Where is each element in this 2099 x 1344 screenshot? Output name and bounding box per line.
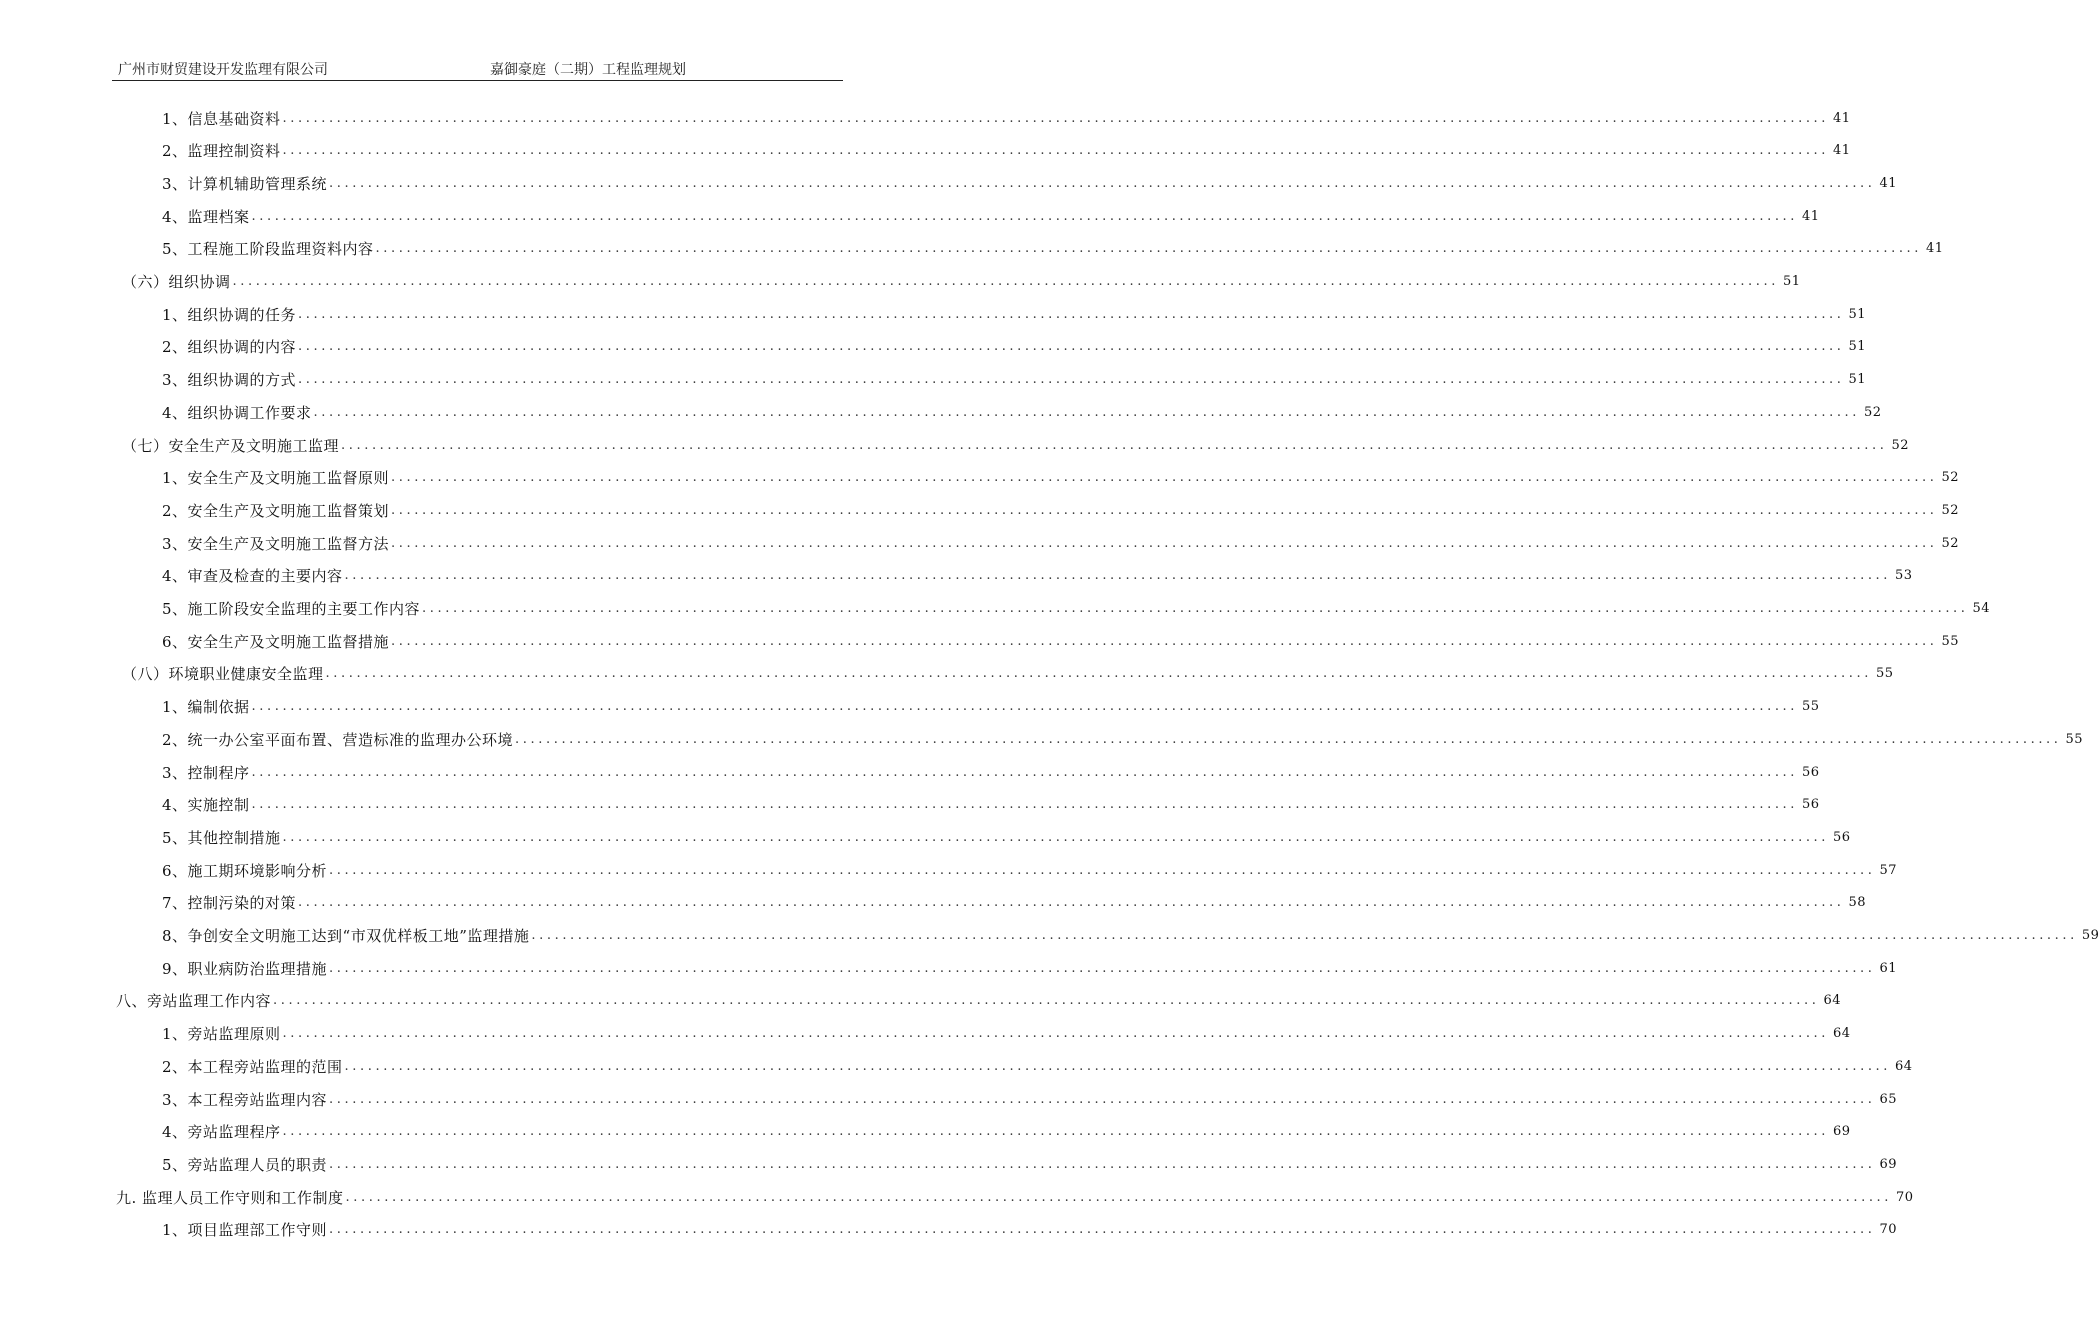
toc-entry-label: 1、项目监理部工作守则 — [162, 1221, 328, 1240]
toc-entry[interactable] — [162, 693, 1820, 721]
toc-entry[interactable] — [162, 104, 1851, 132]
toc-entry[interactable] — [116, 1183, 1914, 1211]
toc-leader-dots: ........................................................................................................................................................................................................ — [282, 143, 1830, 159]
toc-entry-page-number: 52 — [1941, 470, 1960, 486]
toc-entry-label: 1、安全生产及文明施工监督原则 — [162, 469, 390, 488]
toc-entry-label: 2、安全生产及文明施工监督策划 — [162, 501, 390, 520]
header-company: 广州市财贸建设开发监理有限公司 — [118, 62, 328, 78]
toc-entry-page-number: 52 — [1941, 502, 1960, 518]
toc-leader-dots: ........................................................................................................................................................................................................ — [282, 110, 1830, 126]
toc-leader-dots: ........................................................................................................................................................................................................ — [273, 993, 1820, 1009]
toc-entry[interactable] — [162, 333, 1867, 361]
toc-entry-label: 5、其他控制措施 — [162, 828, 281, 847]
toc-leader-dots: ........................................................................................................................................................................................................ — [282, 829, 1830, 845]
toc-entry-page-number: 41 — [1833, 110, 1851, 126]
toc-entry-label: 2、组织协调的内容 — [162, 338, 297, 357]
toc-entry[interactable] — [162, 725, 2084, 753]
toc-entry-page-number: 55 — [1875, 666, 1894, 682]
toc-entry[interactable] — [162, 202, 1820, 230]
toc-entry-page-number: 51 — [1848, 372, 1867, 388]
toc-leader-dots: ........................................................................................................................................................................................................ — [325, 666, 1872, 682]
toc-leader-dots: ........................................................................................................................................................................................................ — [344, 1058, 1892, 1074]
toc-entry[interactable] — [162, 595, 1991, 623]
toc-entry[interactable] — [162, 562, 1913, 590]
toc-leader-dots: ........................................................................................................................................................................................................ — [391, 535, 1938, 551]
toc-entry-page-number: 51 — [1848, 339, 1867, 355]
toc-entry[interactable] — [162, 137, 1851, 165]
toc-entry[interactable] — [162, 954, 1898, 982]
toc-leader-dots: ........................................................................................................................................................................................................ — [391, 470, 1938, 486]
toc-entry[interactable] — [162, 1150, 1898, 1178]
toc-entry-page-number: 70 — [1879, 1222, 1898, 1238]
toc-entry[interactable] — [162, 627, 1960, 655]
toc-entry[interactable] — [162, 1020, 1851, 1048]
toc-entry[interactable] — [162, 464, 1960, 492]
toc-entry-label: 7、控制污染的对策 — [162, 894, 297, 913]
toc-entry[interactable] — [162, 856, 1898, 884]
toc-entry-page-number: 57 — [1879, 862, 1898, 878]
toc-entry-label: 5、旁站监理人员的职责 — [162, 1155, 328, 1174]
toc-entry-label: 5、工程施工阶段监理资料内容 — [162, 240, 374, 259]
toc-entry-page-number: 64 — [1823, 993, 1842, 1009]
toc-leader-dots: ........................................................................................................................................................................................................ — [329, 1222, 1876, 1238]
toc-entry-label: 4、监理档案 — [162, 207, 250, 226]
toc-entry-label: （八）环境职业健康安全监理 — [122, 665, 324, 684]
toc-entry-page-number: 56 — [1802, 764, 1820, 780]
toc-entry[interactable] — [162, 169, 1898, 197]
toc-entry[interactable] — [162, 889, 1867, 917]
toc-entry-page-number: 52 — [1891, 437, 1910, 453]
toc-entry-page-number: 51 — [1848, 306, 1867, 322]
toc-entry-page-number: 51 — [1782, 274, 1801, 289]
toc-entry-page-number: 55 — [1802, 699, 1820, 715]
toc-leader-dots: ........................................................................................................................................................................................................ — [251, 699, 1799, 715]
toc-entry-label: 3、安全生产及文明施工监督方法 — [162, 534, 390, 553]
toc-leader-dots: ........................................................................................................................................................................................................ — [298, 895, 1845, 911]
toc-leader-dots: ........................................................................................................................................................................................................ — [298, 372, 1845, 388]
toc-entry-page-number: 64 — [1895, 1058, 1913, 1074]
toc-leader-dots: ........................................................................................................................................................................................................ — [422, 601, 1969, 616]
toc-leader-dots: ........................................................................................................................................................................................................ — [298, 339, 1845, 355]
toc-entry-page-number: 41 — [1926, 241, 1944, 257]
toc-leader-dots: ........................................................................................................................................................................................................ — [329, 862, 1876, 878]
toc-leader-dots: ........................................................................................................................................................................................................ — [251, 764, 1799, 780]
toc-entry-label: 1、编制依据 — [162, 698, 250, 717]
toc-entry-page-number: 69 — [1879, 1156, 1898, 1172]
toc-entry-page-number: 54 — [1972, 601, 1991, 616]
toc-entry-label: 6、施工期环境影响分析 — [162, 861, 328, 880]
toc-entry-page-number: 53 — [1895, 568, 1913, 584]
toc-entry-page-number: 56 — [1833, 829, 1851, 845]
toc-entry-page-number: 55 — [2065, 731, 2084, 747]
toc-leader-dots: ........................................................................................................................................................................................................ — [515, 731, 2062, 747]
toc-entry[interactable] — [122, 660, 1894, 688]
toc-leader-dots: ........................................................................................................................................................................................................ — [282, 1026, 1830, 1042]
toc-entry[interactable] — [162, 1085, 1898, 1113]
toc-entry[interactable] — [116, 987, 1842, 1015]
toc-entry-page-number: 70 — [1896, 1189, 1914, 1205]
toc-entry-label: 6、安全生产及文明施工监督措施 — [162, 632, 390, 651]
toc-entry-page-number: 65 — [1879, 1091, 1898, 1107]
toc-leader-dots: ........................................................................................................................................................................................................ — [329, 1091, 1876, 1107]
toc-leader-dots: ........................................................................................................................................................................................................ — [251, 797, 1799, 813]
toc-entry[interactable] — [162, 1052, 1913, 1080]
toc-entry-page-number: 58 — [1848, 895, 1867, 911]
toc-entry[interactable] — [162, 823, 1851, 851]
toc-entry-label: 4、组织协调工作要求 — [162, 403, 312, 422]
toc-leader-dots: ........................................................................................................................................................................................................ — [344, 568, 1892, 584]
toc-entry[interactable] — [162, 791, 1820, 819]
toc-entry[interactable] — [162, 1118, 1851, 1146]
toc-leader-dots: ........................................................................................................................................................................................................ — [313, 404, 1861, 420]
toc-entry-label: 5、施工阶段安全监理的主要工作内容 — [162, 600, 421, 618]
toc-entry[interactable] — [162, 235, 1944, 263]
toc-entry[interactable] — [122, 431, 1910, 459]
toc-entry[interactable] — [162, 1216, 1898, 1244]
page-header — [112, 58, 843, 81]
toc-entry-page-number: 56 — [1802, 797, 1820, 813]
toc-leader-dots: ........................................................................................................................................................................................................ — [375, 241, 1923, 257]
toc-entry-page-number: 52 — [1864, 404, 1882, 420]
toc-entry[interactable] — [162, 366, 1867, 394]
toc-entry[interactable] — [162, 496, 1960, 524]
toc-entry-label: 2、本工程旁站监理的范围 — [162, 1057, 343, 1076]
toc-entry[interactable] — [122, 268, 1801, 296]
toc-entry-label: 8、争创安全文明施工达到“市双优样板工地”监理措施 — [162, 927, 530, 945]
toc-leader-dots: ........................................................................................................................................................................................................ — [341, 437, 1888, 453]
toc-leader-dots: ........................................................................................................................................................................................................ — [391, 502, 1938, 518]
toc-entry-page-number: 61 — [1879, 960, 1898, 976]
header-document-title: 嘉御豪庭（二期）工程监理规划 — [490, 62, 686, 78]
toc-entry[interactable] — [162, 529, 1960, 557]
toc-entry-page-number: 41 — [1833, 143, 1851, 159]
toc-leader-dots: ........................................................................................................................................................................................................ — [531, 928, 2078, 943]
toc-entry-label: 八、旁站监理工作内容 — [116, 992, 272, 1011]
toc-entry-label: 3、控制程序 — [162, 763, 250, 782]
toc-entry-label: 4、旁站监理程序 — [162, 1123, 281, 1142]
toc-leader-dots: ........................................................................................................................................................................................................ — [298, 306, 1845, 322]
toc-leader-dots: ........................................................................................................................................................................................................ — [282, 1124, 1830, 1140]
toc-entry-label: 3、本工程旁站监理内容 — [162, 1090, 328, 1109]
toc-entry-page-number: 59 — [2081, 928, 2099, 943]
toc-leader-dots: ........................................................................................................................................................................................................ — [329, 1156, 1876, 1172]
toc-entry[interactable] — [162, 300, 1867, 328]
toc-entry-label: 4、审查及检查的主要内容 — [162, 567, 343, 586]
toc-leader-dots: ........................................................................................................................................................................................................ — [329, 175, 1876, 191]
toc-leader-dots: ........................................................................................................................................................................................................ — [251, 208, 1799, 224]
toc-entry-page-number: 55 — [1941, 633, 1960, 649]
toc-entry-label: 3、计算机辅助管理系统 — [162, 174, 328, 193]
toc-entry-label: （六）组织协调 — [122, 273, 231, 291]
toc-entry[interactable] — [162, 758, 1820, 786]
toc-leader-dots: ........................................................................................................................................................................................................ — [232, 274, 1779, 289]
toc-entry-label: 2、监理控制资料 — [162, 142, 281, 161]
toc-entry[interactable] — [162, 398, 1882, 426]
toc-entry-label: 九. 监理人员工作守则和工作制度 — [116, 1188, 344, 1207]
toc-entry-label: 4、实施控制 — [162, 796, 250, 815]
toc-entry-page-number: 41 — [1879, 175, 1898, 191]
toc-leader-dots: ........................................................................................................................................................................................................ — [391, 633, 1938, 649]
toc-entry-label: 1、组织协调的任务 — [162, 305, 297, 324]
toc-entry-page-number: 69 — [1833, 1124, 1851, 1140]
toc-entry-label: 1、信息基础资料 — [162, 109, 281, 128]
toc-entry-page-number: 41 — [1802, 208, 1820, 224]
toc-entry-label: （七）安全生产及文明施工监理 — [122, 436, 340, 455]
toc-entry-page-number: 64 — [1833, 1026, 1851, 1042]
toc-entry-page-number: 52 — [1941, 535, 1960, 551]
toc-entry-label: 3、组织协调的方式 — [162, 371, 297, 390]
toc-leader-dots: ........................................................................................................................................................................................................ — [345, 1189, 1893, 1205]
toc-entry-label: 1、旁站监理原则 — [162, 1025, 281, 1044]
toc-entry-label: 2、统一办公室平面布置、营造标准的监理办公环境 — [162, 730, 514, 749]
toc-leader-dots: ........................................................................................................................................................................................................ — [329, 960, 1876, 976]
toc-entry-label: 9、职业病防治监理措施 — [162, 959, 328, 978]
toc-entry[interactable] — [162, 922, 2099, 950]
